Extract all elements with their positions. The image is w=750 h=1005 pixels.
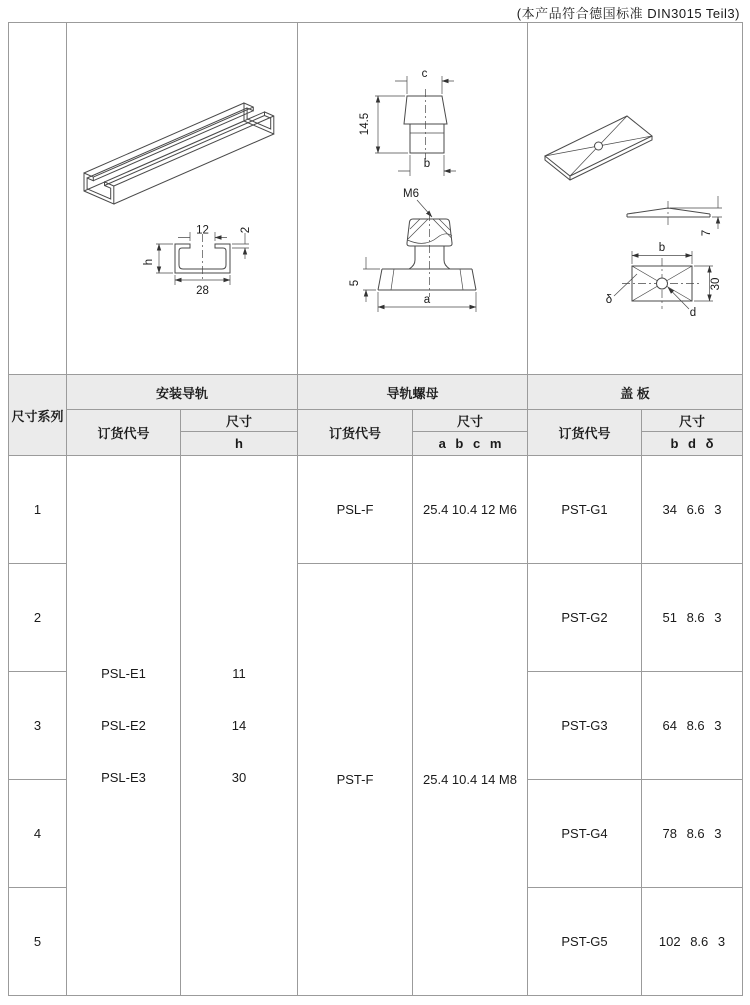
series-cell: 1 bbox=[9, 456, 67, 564]
rail-order-header: 订货代号 bbox=[67, 410, 181, 456]
cover-delta-label: δ bbox=[605, 294, 612, 306]
nut-size-header: 尺寸 bbox=[413, 410, 528, 432]
cover-dim-thickness: 7 bbox=[700, 229, 713, 237]
series-cell: 2 bbox=[9, 564, 67, 672]
cover-iso-view bbox=[545, 116, 652, 180]
nut-size-cols: a b c m bbox=[413, 432, 528, 456]
nut-top-view bbox=[359, 68, 456, 176]
rail-height-value: 30 bbox=[231, 770, 247, 785]
cover-size-cell: 64 8.6 3 bbox=[642, 672, 743, 780]
nut-front-view bbox=[349, 188, 476, 312]
nut-diagram-cell bbox=[298, 23, 528, 375]
nut-diagram bbox=[299, 23, 527, 371]
rail-iso-view bbox=[84, 103, 274, 204]
table-row bbox=[9, 456, 743, 564]
rail-code: PSL-E1 bbox=[101, 666, 146, 681]
cover-size-cell: 102 8.6 3 bbox=[642, 888, 743, 996]
nut-group-header: 导轨螺母 bbox=[298, 375, 528, 410]
cover-order-header: 订货代号 bbox=[528, 410, 642, 456]
nut-code-cell: PSL-F bbox=[298, 456, 413, 564]
sub-header-row bbox=[9, 410, 743, 432]
cover-hole-label: d bbox=[689, 307, 696, 319]
cover-dim-b: b bbox=[658, 242, 665, 254]
cover-size-header: 尺寸 bbox=[642, 410, 743, 432]
rail-dim-lip: 2 bbox=[239, 226, 252, 234]
series-header-cell: 尺寸系列 bbox=[9, 375, 67, 456]
rail-dim-height: h bbox=[142, 258, 155, 266]
diagram-empty-cell bbox=[9, 23, 67, 375]
nut-dim-total-height: 14.5 bbox=[358, 112, 371, 136]
nut-order-header: 订货代号 bbox=[298, 410, 413, 456]
rail-group-header: 安装导轨 bbox=[67, 375, 298, 410]
rail-size-cols: h bbox=[181, 432, 298, 456]
rail-dim-slot-width: 12 bbox=[195, 224, 209, 237]
spec-table bbox=[8, 22, 743, 996]
standard-note: (本产品符合德国标准 DIN3015 Teil3) bbox=[516, 6, 740, 21]
cover-code-cell: PST-G5 bbox=[528, 888, 642, 996]
nut-dim-top-width: c bbox=[421, 68, 427, 80]
rail-height-value: 14 bbox=[231, 718, 247, 733]
cover-code-cell: PST-G4 bbox=[528, 780, 642, 888]
group-header-row bbox=[9, 375, 743, 410]
rail-heights-cell bbox=[181, 456, 298, 996]
cover-group-header: 盖 板 bbox=[528, 375, 743, 410]
nut-size-cell: 25.4 10.4 14 M8 bbox=[413, 564, 528, 996]
cover-code-cell: PST-G1 bbox=[528, 456, 642, 564]
series-cell: 5 bbox=[9, 888, 67, 996]
cover-size-cell: 51 8.6 3 bbox=[642, 564, 743, 672]
cover-dim-depth: 30 bbox=[709, 277, 722, 291]
cover-size-cols: b d δ bbox=[642, 432, 743, 456]
cover-top-view bbox=[605, 242, 721, 319]
cover-diagram bbox=[529, 23, 742, 371]
nut-thread-label: M6 bbox=[402, 188, 419, 200]
cover-diagram-cell bbox=[528, 23, 743, 375]
nut-dim-shaft-width: b bbox=[423, 158, 430, 170]
series-cell: 4 bbox=[9, 780, 67, 888]
rail-diagram-cell bbox=[67, 23, 298, 375]
rail-height-value: 11 bbox=[232, 666, 246, 681]
series-cell: 3 bbox=[9, 672, 67, 780]
rail-diagram bbox=[68, 23, 297, 371]
rail-codes-cell bbox=[67, 456, 181, 996]
nut-dim-base-width: a bbox=[423, 294, 430, 306]
cover-code-cell: PST-G2 bbox=[528, 564, 642, 672]
rail-code: PSL-E3 bbox=[101, 770, 146, 785]
cover-size-cell: 34 6.6 3 bbox=[642, 456, 743, 564]
nut-code-cell: PST-F bbox=[298, 564, 413, 996]
cover-size-cell: 78 8.6 3 bbox=[642, 780, 743, 888]
diagram-row bbox=[9, 23, 743, 375]
nut-dim-base-height: 5 bbox=[348, 279, 361, 287]
rail-code: PSL-E2 bbox=[101, 718, 146, 733]
rail-dim-width: 28 bbox=[195, 285, 209, 297]
cover-profile-view bbox=[627, 196, 722, 236]
nut-size-cell: 25.4 10.4 12 M6 bbox=[413, 456, 528, 564]
rail-size-header: 尺寸 bbox=[181, 410, 298, 432]
cover-code-cell: PST-G3 bbox=[528, 672, 642, 780]
rail-section-view bbox=[143, 225, 252, 298]
